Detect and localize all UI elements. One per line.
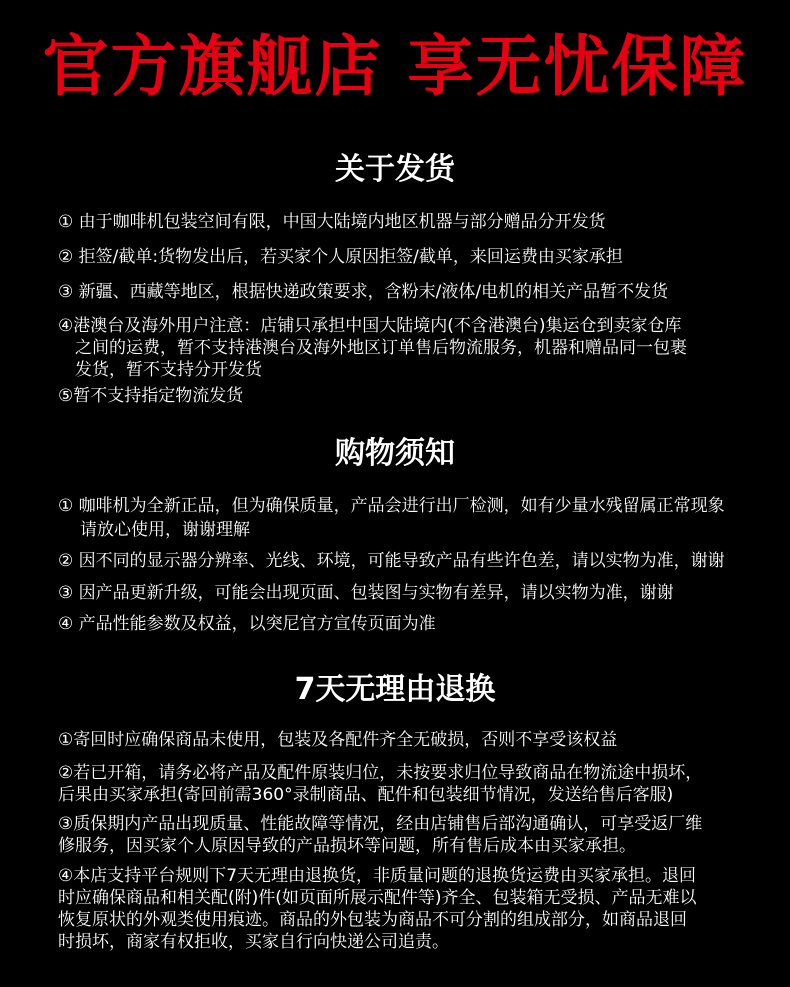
item-text: ④ 产品性能参数及权益，以突尼官方宣传页面为准 [58, 614, 436, 634]
list-item [58, 315, 758, 381]
item-text-cont: 时损坏，商家有权拒收，买家自行向快递公司追责。 [58, 932, 449, 952]
list-item [58, 385, 758, 407]
item-text-cont: 发货，暂不支持分开发货 [75, 360, 262, 380]
item-text-cont: 修服务，因买家个人原因导致的产品损坏等问题，所有售后成本由买家承担。 [58, 836, 636, 856]
item-text: ①寄回时应确保商品未使用，包装及各配件齐全无破损，否则不享受该权益 [58, 730, 618, 750]
item-text-cont: 后果由买家承担(寄回前需360°录制商品、配件和包装细节情况，发送给售后客服) [58, 785, 674, 805]
list-item [58, 246, 758, 268]
item-text: ②若已开箱，请务必将产品及配件原装归位，未按要求归位导致商品在物流途中损坏， [58, 763, 703, 783]
section-title-shipping: 关于发货 [335, 152, 455, 187]
item-text: ④港澳台及海外用户注意：店铺只承担中国大陆境内(不含港澳台)集运仓到卖家仓库 [58, 316, 682, 336]
item-text: ② 拒签/截单:货物发出后，若买家个人原因拒签/截单，来回运费由买家承担 [58, 247, 623, 267]
list-item [58, 582, 758, 604]
list-item [58, 729, 758, 751]
item-text-cont: 请放心使用，谢谢理解 [80, 520, 250, 540]
item-text: ③ 新疆、西藏等地区，根据快递政策要求，含粉末/液体/电机的相关产品暂不发货 [58, 282, 669, 302]
list-item [58, 281, 758, 303]
item-text: ⑤暂不支持指定物流发货 [58, 386, 244, 406]
item-text: ② 因不同的显示器分辨率、光线、环境，可能导致产品有些许色差，请以实物为准，谢谢 [58, 551, 725, 571]
item-text-cont: 恢复原状的外观类使用痕迹。商品的外包装为商品不可分割的组成部分，如商品退回 [58, 910, 687, 930]
section-title-returns: 7天无理由退换 [294, 672, 496, 707]
item-text: ③ 因产品更新升级，可能会出现页面、包装图与实物有差异，请以实物为准，谢谢 [58, 583, 674, 603]
list-item [58, 550, 758, 572]
list-item [58, 211, 758, 233]
item-text: ③质保期内产品出现质量、性能故障等情况，经由店铺售后部沟通确认，可享受返厂维 [58, 814, 703, 834]
list-item [58, 865, 758, 953]
item-text: ④本店支持平台规则下7天无理由退换货，非质量问题的退换货运费由买家承担。退回 [58, 866, 697, 886]
banner-title: 官方旗舰店 享无忧保障 [42, 28, 748, 105]
section-title-notice: 购物须知 [335, 436, 455, 471]
list-item [58, 613, 758, 635]
list-item [58, 813, 758, 857]
item-text-cont: 之间的运费，暂不支持港澳台及海外地区订单售后物流服务，机器和赠品同一包裹 [75, 338, 687, 358]
item-text-cont: 时应确保商品和相关配(附)件(如页面所展示配件等)齐全、包装箱无受损、产品无难以 [58, 888, 697, 908]
item-text: ① 咖啡机为全新正品，但为确保质量，产品会进行出厂检测，如有少量水残留属正常现象 [58, 496, 725, 516]
list-item [58, 762, 758, 806]
list-item [58, 495, 758, 541]
item-text: ① 由于咖啡机包装空间有限，中国大陆境内地区机器与部分赠品分开发货 [58, 212, 606, 232]
